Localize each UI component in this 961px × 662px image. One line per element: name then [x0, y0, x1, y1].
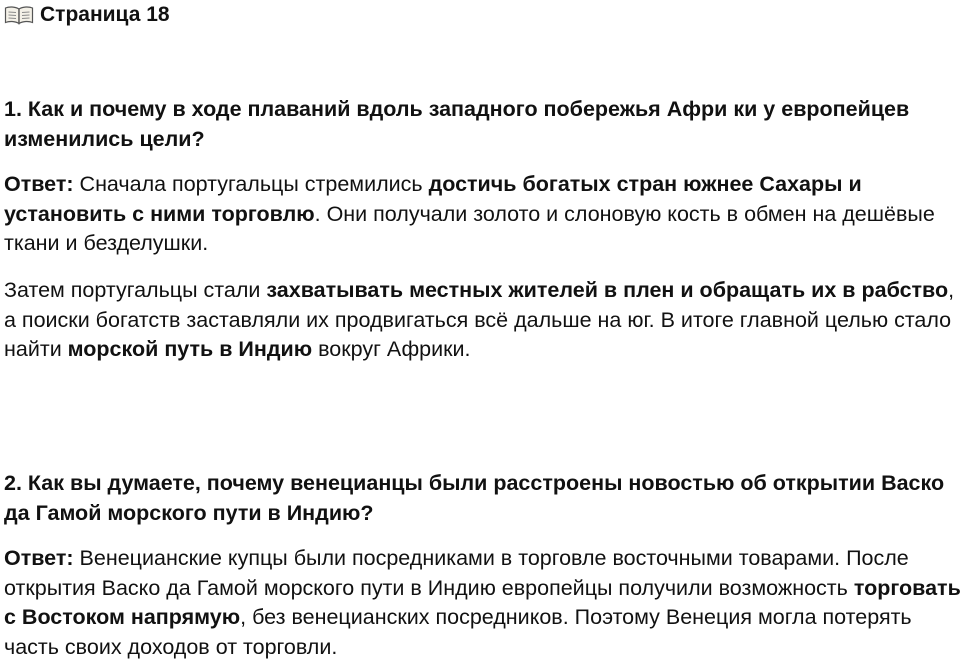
page-header — [4, 2, 170, 28]
answer-1-paragraph — [4, 170, 961, 259]
question-2: 2. Как вы думаете, почему венецианцы были расстроены новостью об открытии Васко да Гамой морского пути в Индию? — [4, 471, 945, 525]
answer-emphasis: достичь богатых стран южнее Сахары и установить с ними торговлю — [4, 172, 862, 226]
answer-label: Ответ: — [4, 546, 74, 570]
answer-label: Ответ: — [4, 172, 74, 196]
paragraph-text: Затем португальцы стали — [4, 278, 267, 302]
answer-emphasis: торговать с Востоком напрямую — [4, 575, 961, 629]
paragraph-emphasis: захватывать местных жителей в плен и обращать их в рабство — [266, 278, 949, 302]
answer-2-paragraph — [4, 544, 961, 662]
question-1: 1. Как и почему в ходе плаваний вдоль западного побережья Афри ки у европейцев изменились цели? — [4, 97, 910, 151]
page-title: Страница 18 — [40, 3, 170, 26]
paragraph-text: , а поиски богатств заставляли их продвигаться всё дальше на юг. В итоге главной целью стало найти — [4, 278, 955, 361]
open-book-icon — [4, 5, 34, 25]
paragraph-text: вокруг Африки. — [312, 337, 471, 361]
answer-text: Венецианские купцы были посредниками в торговле восточными товарами. После открытия Васко да Гамой морского пути в Индию европейцы получили возможность — [4, 546, 909, 600]
paragraph-emphasis: морской путь в Индию — [67, 337, 313, 361]
answer-1-paragraph-2 — [4, 276, 961, 365]
answer-text: . Они получали золото и слоновую кость в обмен на дешёвые ткани и безделушки. — [4, 201, 935, 255]
answer-text: Сначала португальцы стремились — [73, 172, 429, 196]
answer-text: , без венецианских посредников. Поэтому Венеция могла потерять часть своих доходов от торговли. — [4, 605, 912, 659]
